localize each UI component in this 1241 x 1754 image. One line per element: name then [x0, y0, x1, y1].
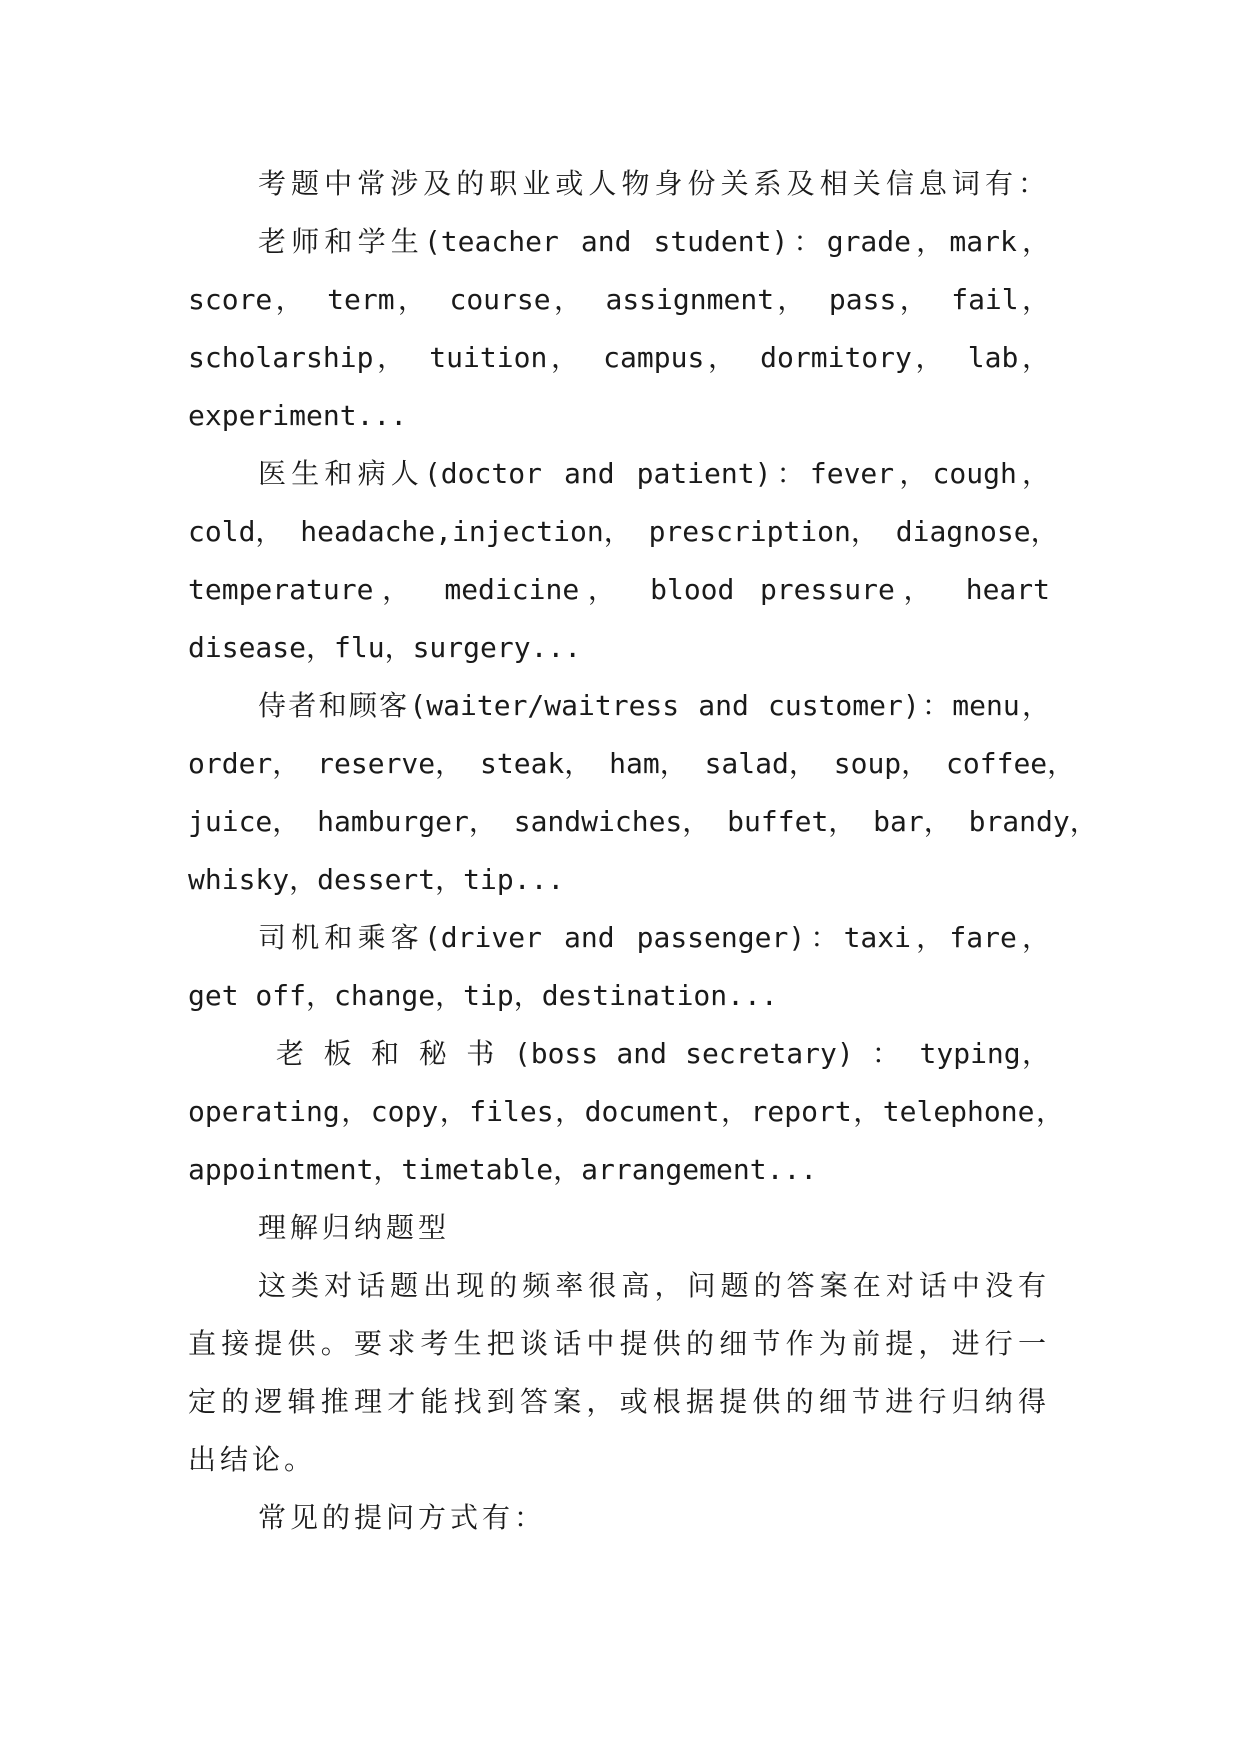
question-forms-line: 常见的提问方式有：	[258, 1501, 547, 1534]
paragraph-line-4: 出结论。	[188, 1443, 317, 1476]
teacher-student-line-1: 老师和学生(teacher and student)：grade，mark，	[258, 225, 1050, 258]
waiter-customer-line-4: whisky，dessert，tip...	[188, 863, 565, 896]
doctor-patient-line-2: cold， headache,injection， prescription， diagnose，	[188, 515, 1059, 548]
teacher-student-line-2: score， term， course， assignment， pass， fail，	[188, 283, 1050, 316]
waiter-customer-line-2: order， reserve， steak， ham， salad， soup， coffee，	[188, 747, 1076, 780]
waiter-customer-line-3: juice， hamburger， sandwiches， buffet， bar， brandy，	[188, 805, 1098, 838]
boss-secretary-line-3: appointment，timetable，arrangement...	[188, 1153, 818, 1186]
doctor-patient-line-3: temperature， medicine， blood pressure， heart	[188, 573, 1050, 606]
teacher-student-line-3: scholarship， tuition， campus， dormitory， lab，	[188, 341, 1050, 374]
teacher-student-line-4: experiment...	[188, 399, 408, 432]
paragraph-line-2: 直接提供。要求考生把谈话中提供的细节作为前提，进行一	[188, 1327, 1050, 1360]
paragraph-line-1: 这类对话题出现的频率很高，问题的答案在对话中没有	[258, 1269, 1050, 1302]
boss-secretary-line-1: 老 板 和 秘 书 (boss and secretary) ： typing，	[276, 1037, 1050, 1070]
intro-line: 考题中常涉及的职业或人物身份关系及相关信息词有：	[258, 167, 1050, 200]
doctor-patient-line-4: disease，flu，surgery...	[188, 631, 582, 664]
section-heading: 理解归纳题型	[258, 1211, 451, 1244]
doctor-patient-line-1: 医生和病人(doctor and patient)：fever，cough，	[258, 457, 1050, 490]
driver-passenger-line-2: get off，change，tip，destination...	[188, 979, 778, 1012]
waiter-customer-line-1: 侍者和顾客(waiter/waitress and customer)：menu，	[258, 689, 1050, 722]
driver-passenger-line-1: 司机和乘客(driver and passenger)：taxi，fare，	[258, 921, 1050, 954]
boss-secretary-line-2: operating，copy，files，document，report，telephone，	[188, 1095, 1064, 1128]
paragraph-line-3: 定的逻辑推理才能找到答案，或根据提供的细节进行归纳得	[188, 1385, 1050, 1418]
